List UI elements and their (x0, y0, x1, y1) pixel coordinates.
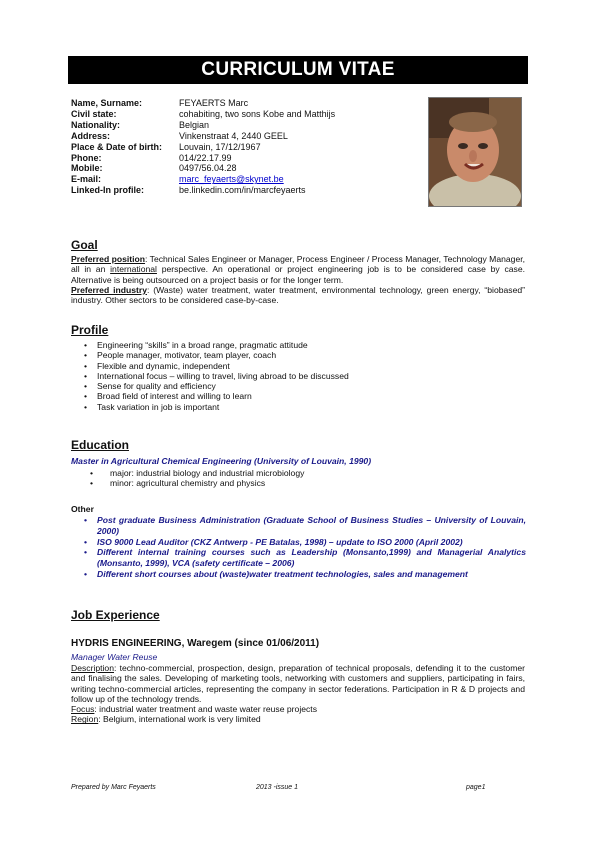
job-company: HYDRIS ENGINEERING, Waregem (since 01/06/2011) (71, 638, 320, 649)
job-description: Description: techno-commercial, prospection, design, preparation of technical proposals, defending it to the customer and finalising the sales. Developing of marketing tools, networking with customers and suppliers, participating in fairs, writing techno-commercial articles, representing the company in sector federations. Participation in R & D projects and follow up of the technology trends. Focus: industrial water treatment and waste water reuse projects Region: Belgium, international work is very limited (71, 663, 525, 725)
list-item: • Post graduate Business Administration (Graduate School of Business Studies – University of Louvain, 2000) (84, 515, 526, 537)
personal-row-address: Address: Vinkenstraat 4, 2440 GEEL (71, 130, 288, 141)
profile-photo (428, 97, 522, 207)
other-education-list (84, 515, 526, 580)
list-item: • Sense for quality and efficiency (84, 381, 349, 391)
document-title: CURRICULUM VITAE (68, 56, 528, 84)
email-link[interactable]: marc_feyaerts@skynet.be (179, 174, 284, 185)
degree-title: Master in Agricultural Chemical Engineering (University of Louvain, 1990) (71, 456, 372, 466)
list-item: • Broad field of interest and willing to learn (84, 391, 349, 401)
personal-row-mobile: Mobile: 0497/56.04.28 (71, 163, 237, 174)
job-experience-heading: Job Experience (71, 608, 160, 622)
list-item: • Different short courses about (waste)water treatment technologies, sales and management (84, 569, 526, 580)
personal-row-nationality: Nationality: Belgian (71, 119, 210, 130)
profile-list (84, 340, 349, 412)
list-item: • minor: agricultural chemistry and physics (90, 478, 304, 488)
personal-row-name: Name, Surname: FEYAERTS Marc (71, 98, 249, 108)
goal-heading: Goal (71, 238, 98, 252)
list-item: • International focus – willing to travel, living abroad to be discussed (84, 371, 349, 381)
footer-author: Prepared by Marc Feyaerts (71, 784, 156, 791)
list-item: • ISO 9000 Lead Auditor (CKZ Antwerp - PE Batalas, 1998) – update to ISO 2000 (April 2002) (84, 537, 526, 548)
list-item: • Task variation in job is important (84, 402, 349, 412)
preferred-industry-label: Preferred industry (71, 284, 147, 295)
other-education-heading: Other (71, 504, 94, 514)
job-role: Manager Water Reuse (71, 652, 158, 662)
linkedin-url: be.linkedin.com/in/marcfeyaerts (179, 185, 306, 196)
goal-text: Preferred position: Technical Sales Engineer or Manager, Process Engineer / Process Manager, Technology Manager, all in an international perspective. An operational or project engineering job is to be considered case by case. Alternative is being outsourced on a project basis or for the longer term. Preferred industry: (Waste) water treatment, water treatment, environmental technology, green energy, “biobased” industry. Other sectors to be considered case-by-case. (71, 254, 525, 306)
personal-row-email: E-mail: marc_feyaerts@skynet.be (71, 174, 284, 185)
profile-heading: Profile (71, 323, 109, 337)
personal-details (71, 98, 335, 196)
footer-issue: 2013 -issue 1 (256, 784, 299, 791)
personal-row-linkedin: Linked-In profile: be.linkedin.com/in/marcfeyaerts (71, 185, 306, 196)
personal-row-civil-state: Civil state: cohabiting, two sons Kobe and Matthijs (71, 108, 336, 119)
education-heading: Education (71, 438, 130, 452)
list-item: • Different internal training courses such as Leadership (Monsanto,1999) and Managerial Analytics (Monsanto, 1999), VCA (safety certificate – 2006) (84, 547, 526, 569)
portrait-image (429, 98, 521, 206)
footer-page-number: page1 (466, 784, 486, 791)
degree-details-list (90, 468, 304, 489)
preferred-position-label: Preferred position (71, 254, 146, 264)
list-item: • Engineering “skills” in a broad range, pragmatic attitude (84, 340, 349, 350)
personal-row-phone: Phone: 014/22.17.99 (71, 152, 232, 163)
list-item: • People manager, motivator, team player, coach (84, 350, 349, 360)
personal-row-birth: Place & Date of birth: Louvain, 17/12/1967 (71, 141, 261, 152)
list-item: • Flexible and dynamic, independent (84, 361, 349, 371)
list-item: • major: industrial biology and industrial microbiology (90, 468, 304, 478)
